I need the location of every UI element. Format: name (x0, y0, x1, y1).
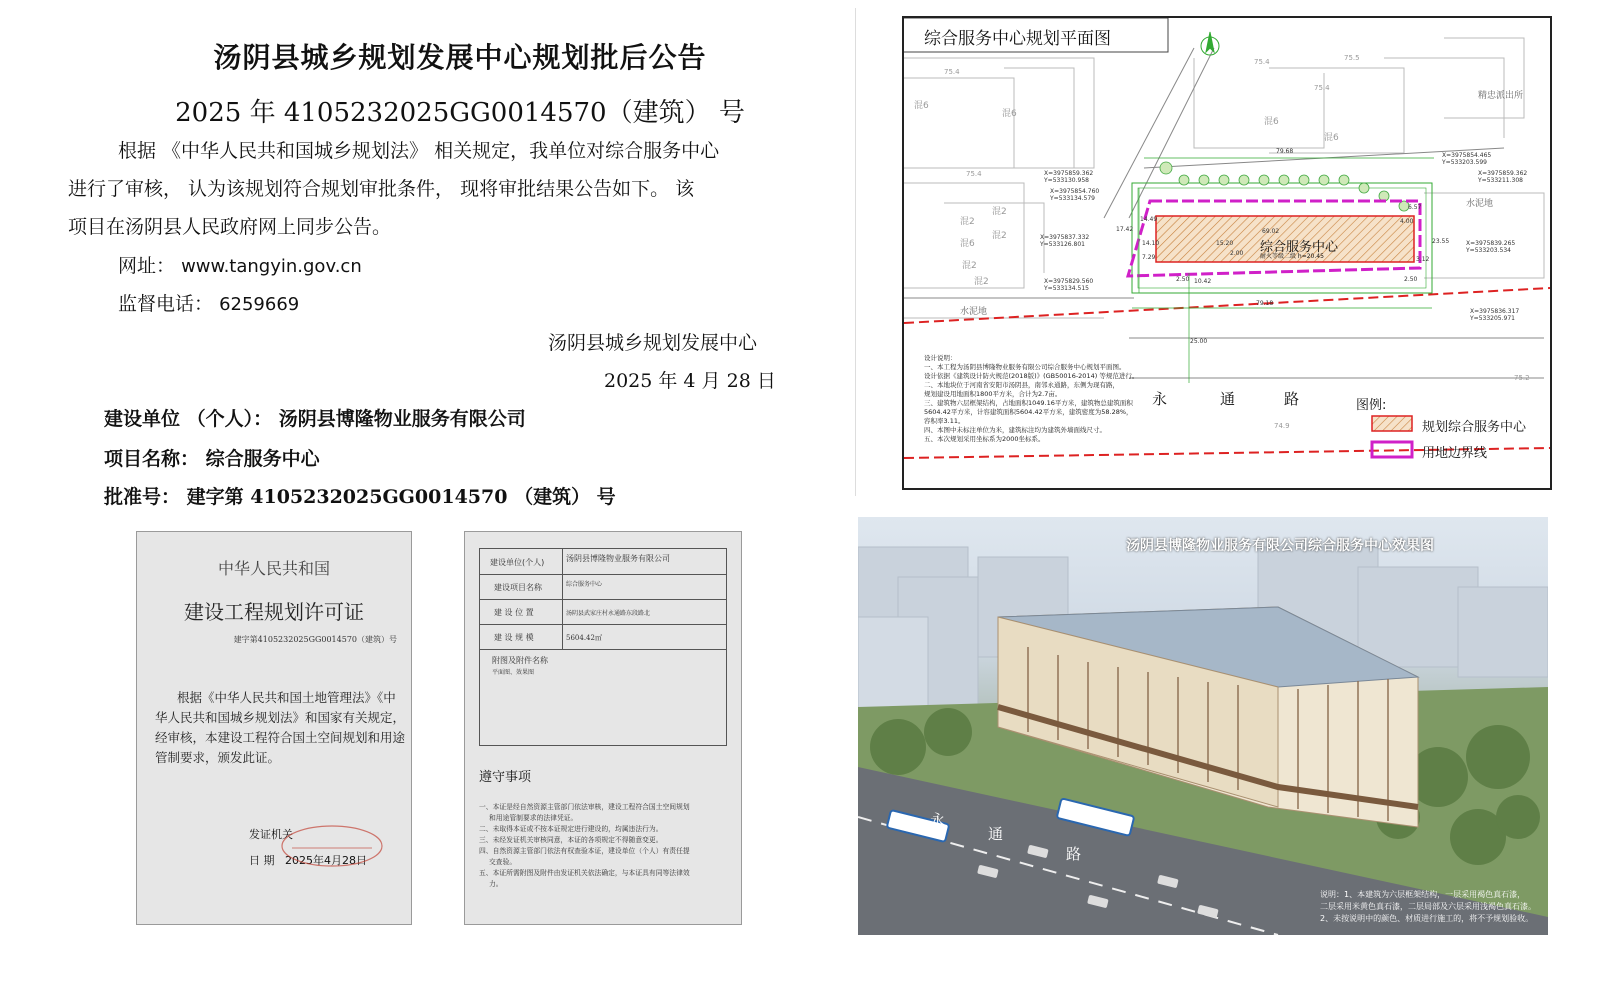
legend-building-label: 规划综合服务中心 (1422, 420, 1527, 435)
note-line: 说明：1、本建筑为六层框架结构，一层采用褐色真石漆， (1320, 890, 1526, 899)
notice-title: 遵守事项 (479, 770, 532, 785)
legend-building-swatch (1372, 416, 1412, 431)
row-value: 5604.42㎡ (566, 634, 602, 642)
website-label: 网址： (118, 255, 176, 277)
permit-info-table (479, 548, 727, 746)
dim-label: 23.55 (1432, 238, 1450, 245)
bldg-label: 混6 (960, 239, 975, 249)
bldg-label: 混2 (960, 217, 975, 227)
note-line: 2、未按说明中的颜色、材质进行施工的，将不予规划验收。 (1320, 914, 1534, 923)
elevation-label: 75.4 (944, 68, 960, 76)
bldg-label: 混2 (992, 207, 1007, 217)
dim-label: 3.12 (1416, 256, 1430, 263)
builder-value: 汤阴县博隆物业服务有限公司 (278, 408, 526, 430)
notice-line: 一、本证是经自然资源主管部门依法审核，建设工程符合国土空间规划 (479, 803, 690, 811)
road-char: 永 (1152, 390, 1168, 408)
elevation-label: 75.4 (966, 170, 982, 178)
builder-row (104, 400, 526, 438)
project-row (104, 440, 320, 478)
notice-line: 和用途管制要求的法律凭证。 (489, 814, 578, 822)
dim-label: 17.42 (1116, 226, 1134, 233)
north-arrow-icon (1201, 32, 1219, 55)
row-value: 综合服务中心 (566, 581, 603, 588)
approval-label: 批准号： (104, 486, 181, 508)
dim-label: 4.00 (1400, 218, 1414, 225)
design-notes (924, 354, 1144, 444)
notice-line: 力。 (489, 880, 503, 888)
plan-building-label: 综合服务中心 (1260, 240, 1339, 255)
road-char: 通 (988, 825, 1004, 843)
announcement-title: 汤阴县城乡规划发展中心规划批后公告 (213, 41, 707, 74)
permit-country: 中华人民共和国 (217, 559, 330, 578)
permit-number: 建字第4105232025GG0014570（建筑）号 (233, 635, 397, 644)
elevation-label: 75.5 (1344, 54, 1360, 62)
road-char: 路 (1284, 390, 1300, 408)
builder-label: 建设单位 （个人）： (104, 408, 273, 430)
notice-line: 交查验。 (489, 858, 517, 866)
coord-label: X=3975829.560 Y=533134.515 (1044, 278, 1094, 292)
permit-cover-page (136, 531, 412, 925)
bldg-label: 混6 (1002, 109, 1017, 119)
note-line: 二、本地块位于河南省安阳市汤阴县，南邻永通路，东侧为现有路， (924, 381, 1119, 389)
paragraph-line-3: 项目在汤阴县人民政府网上同步公告。 (68, 216, 392, 238)
legend-boundary-label: 用地边界线 (1422, 446, 1488, 461)
attachments-value: 平面图、效果图 (492, 669, 535, 676)
dim-label: 14.10 (1142, 240, 1160, 247)
coord-label: X=3975854.465 Y=533203.599 (1442, 152, 1492, 166)
coord-label: X=3975839.265 Y=533203.534 (1466, 240, 1516, 254)
permit-title: 建设工程规划许可证 (184, 600, 364, 624)
row-value: 汤阴县博隆物业服务有限公司 (566, 554, 670, 563)
project-label: 项目名称： (104, 448, 200, 470)
notice-line: 四、自然资源主管部门依法有权查验本证，建设单位（个人）有责任提 (479, 847, 690, 855)
cement-label: 水泥地 (1466, 199, 1494, 209)
plan-title: 综合服务中心规划平面图 (924, 29, 1111, 49)
dim-label: 10.42 (1194, 278, 1212, 285)
website-link[interactable]: www.tangyin.gov.cn (181, 256, 362, 277)
issue-date: 2025 年 4 月 28 日 (604, 370, 776, 392)
permit-text-4: 管制要求，颁发此证。 (155, 750, 281, 765)
note-line: 5604.42平方米，计容建筑面积5604.42平方米，建筑密度为58.28%， (924, 408, 1133, 416)
road-char: 通 (1220, 390, 1236, 408)
dim-label: 79.68 (1276, 148, 1294, 155)
notice-line: 五、本证所需附图及附件由发证机关依法确定，与本证具有同等法律效 (479, 869, 690, 877)
row-label: 建设单位(个人) (490, 558, 545, 567)
paragraph-line-2: 进行了审核， 认为该规划符合规划审批条件， 现将审批结果公告如下。 该 (68, 178, 695, 200)
dim-label: 2.00 (1230, 250, 1244, 257)
rendering-image (858, 517, 1548, 935)
approval-row (104, 478, 616, 516)
permit-text-3: 经审核，本建设工程符合国土空间规划和用途 (155, 730, 406, 745)
note-line: 五、本次规划采用坐标系为2000坐标系。 (924, 435, 1045, 443)
dim-label: 2.50 (1176, 276, 1190, 283)
dim-label: 14.49 (1140, 216, 1158, 223)
row-label: 建设项目名称 (494, 583, 542, 592)
permit-text-2: 华人民共和国城乡规划法》和国家有关规定， (155, 710, 406, 725)
approval-value: 建字第 4105232025GG0014570 （建筑） 号 (186, 486, 616, 508)
note-line: 三、建筑物六层框架结构，占地面积1049.16平方米，建筑物总建筑面积 (924, 399, 1133, 407)
note-line: 设计依据《建筑设计防火规范(2018版)》(GB50016-2014) 等规范进行。 (924, 372, 1139, 380)
issuer-name: 汤阴县城乡规划发展中心 (548, 332, 758, 354)
project-value: 综合服务中心 (205, 448, 320, 470)
note-line: 规划建设用地面积1800平方米，合计为2.7亩。 (924, 390, 1062, 398)
rendering-notes (1320, 889, 1536, 925)
row-value: 汤阴县武家庄村永通路东段路北 (566, 610, 651, 617)
dim-label: 7.29 (1142, 254, 1156, 261)
road-char: 路 (1066, 845, 1082, 863)
permit-issuer-label: 发证机关 (249, 828, 293, 841)
table-row (480, 624, 726, 650)
table-row (480, 574, 726, 600)
permit-stamp-icon (277, 814, 387, 874)
police-station-label: 精忠派出所 (1478, 91, 1524, 101)
elevation-label: 75.2 (1514, 374, 1530, 382)
coord-label: X=3975837.332 Y=533126.801 (1040, 234, 1090, 248)
notice-line: 二、未取得本证或不按本证规定进行建设的，均属违法行为。 (479, 825, 663, 833)
attachments-label: 附图及附件名称 (492, 656, 548, 665)
coord-label: X=3975859.362 Y=533211.308 (1478, 170, 1528, 184)
bldg-label: 混2 (974, 277, 989, 287)
elevation-label: 74.9 (1274, 422, 1290, 430)
dim-label: 79.18 (1256, 300, 1274, 307)
plan-building-sub: 耐火等级二级 h=20.45 (1260, 253, 1324, 260)
dim-label: 15.20 (1216, 240, 1234, 247)
paragraph-line-1: 根据 《中华人民共和国城乡规划法》 相关规定，我单位对综合服务中心 (118, 140, 720, 162)
permit-date-value: 2025年4月28日 (285, 854, 367, 867)
bldg-label: 混2 (992, 231, 1007, 241)
permit-date-label: 日 期 (249, 854, 275, 867)
permit-detail-page (464, 531, 742, 925)
bldg-label: 混6 (1324, 133, 1339, 143)
phone-row (118, 285, 299, 324)
rendering-illustration (858, 517, 1548, 935)
notice-list (479, 802, 733, 890)
bldg-label: 混2 (962, 261, 977, 271)
announcement-number: 2025 年 4105232025GG0014570（建筑） 号 (175, 98, 745, 128)
permit-text-1: 根据《中华人民共和国土地管理法》《中 (177, 690, 396, 705)
elevation-label: 75.4 (1254, 58, 1270, 66)
divider (855, 8, 856, 496)
legend-title: 图例: (1356, 398, 1387, 413)
notice-line: 三、未经发证机关审核同意，本证的各项规定不得随意变更。 (479, 836, 663, 844)
notes-title: 设计说明： (924, 354, 957, 362)
phone-label: 监督电话： (118, 293, 214, 315)
rendering-title: 汤阴县博隆物业服务有限公司综合服务中心效果图 (1126, 538, 1434, 554)
note-line: 一、本工程为汤阴县博隆物业服务有限公司综合服务中心规划平面图。 (924, 363, 1126, 371)
cement-label: 水泥地 (960, 307, 988, 317)
dim-label: 25.00 (1190, 338, 1208, 345)
website-row (118, 247, 362, 286)
dim-label: 69.02 (1262, 228, 1280, 235)
site-plan (902, 16, 1552, 490)
table-row (480, 549, 726, 575)
row-label: 建 设 位 置 (494, 608, 534, 617)
bldg-label: 混6 (1264, 117, 1279, 127)
coord-label: X=3975859.362 Y=533130.958 (1044, 170, 1094, 184)
table-row (480, 599, 726, 625)
coord-label: X=3975836.317 Y=533205.971 (1470, 308, 1520, 322)
road-char: 永 (930, 811, 946, 829)
elevation-label: 75.4 (1314, 84, 1330, 92)
note-line: 二层采用米黄色真石漆，二层局部及六层采用浅褐色真石漆。 (1320, 902, 1536, 911)
phone-number: 6259669 (219, 294, 300, 315)
dim-label: 6.57 (1408, 204, 1422, 211)
coord-label: X=3975854.760 Y=533134.579 (1050, 188, 1100, 202)
bldg-label: 混6 (914, 101, 929, 111)
note-line: 四、本图中未标注单位为米，建筑标注均为建筑外墙面线尺寸。 (924, 426, 1106, 434)
row-label: 建 设 规 模 (494, 633, 534, 642)
note-line: 容积率3.11。 (924, 417, 965, 425)
dim-label: 2.50 (1404, 276, 1418, 283)
